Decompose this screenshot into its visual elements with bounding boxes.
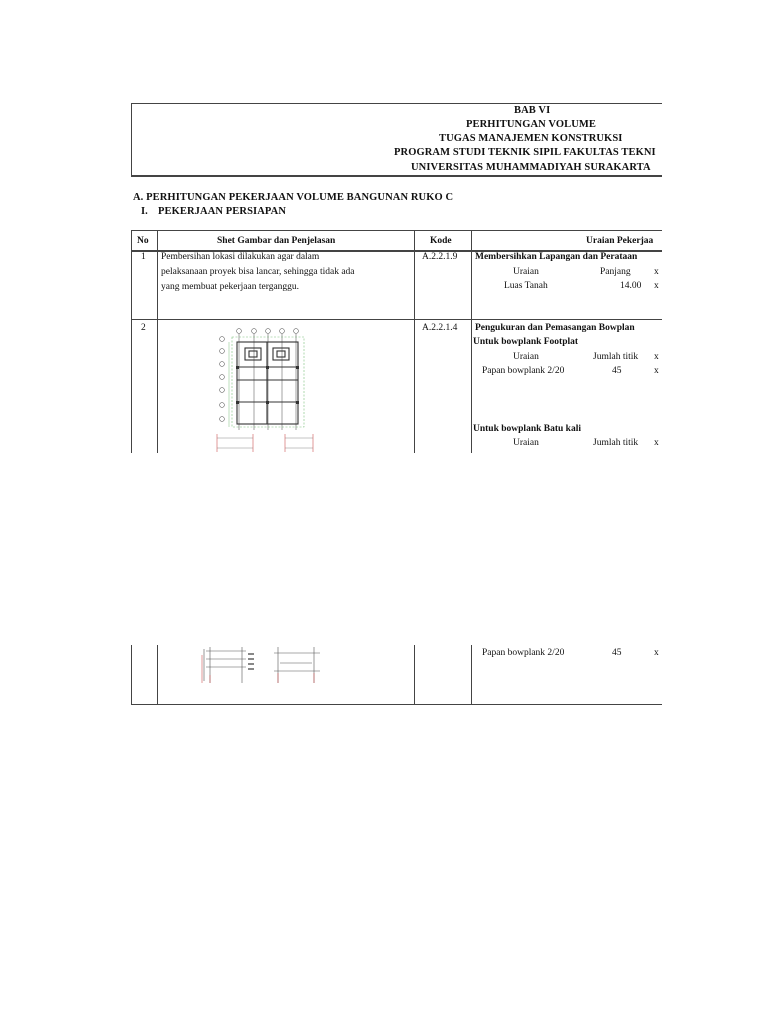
row1-header-uraian: Uraian <box>513 267 539 277</box>
header-bottom-border <box>131 175 662 177</box>
header-line-1: BAB VI <box>514 105 551 116</box>
floor-plan-drawing <box>205 322 317 453</box>
cont-item: Papan bowplank 2/20 <box>482 648 565 658</box>
cont-times: x <box>654 648 659 658</box>
header-line-5: UNIVERSITAS MUHAMMADIYAH SURAKARTA <box>411 162 651 173</box>
row2-item-value: 45 <box>612 366 622 376</box>
section-title: A. PERHITUNGAN PEKERJAAN VOLUME BANGUNAN RUKO C <box>133 192 454 203</box>
cont-table-bottom <box>131 704 662 705</box>
top-border <box>131 103 662 104</box>
header-line-3: TUGAS MANAJEMEN KONSTRUKSI <box>439 133 623 144</box>
cont-col-border-sheet <box>414 645 415 704</box>
row2-header-jumlah: Jumlah titik <box>593 352 639 362</box>
row1-desc-line1: Pembersihan lokasi dilakukan agar dalam <box>161 252 320 262</box>
col-border-sheet <box>414 230 415 453</box>
row1-item-value: 14.00 <box>620 281 642 291</box>
row1-number: 1 <box>141 252 146 262</box>
subsection-title: PEKERJAAN PERSIAPAN <box>158 206 287 217</box>
header-line-4: PROGRAM STUDI TEKNIK SIPIL FAKULTAS TEKNI <box>394 147 656 158</box>
row2-header-uraian: Uraian <box>513 352 539 362</box>
row2-code: A.2.2.1.4 <box>422 323 458 333</box>
row1-desc-line2: pelaksanaan proyek bisa lancar, sehingga tidak ada <box>161 267 355 277</box>
col-header-code: Kode <box>430 236 452 246</box>
cont-col-border-code <box>471 645 472 704</box>
col-header-no: No <box>137 236 149 246</box>
row1-code: A.2.2.1.9 <box>422 252 458 262</box>
table-top-border <box>131 230 662 231</box>
col-header-uraian: Uraian Pekerjaa <box>586 236 654 246</box>
row2-work-title: Pengukuran dan Pemasangan Bowplan <box>475 323 635 333</box>
row2-times-1: x <box>654 352 659 362</box>
row2-times-2: x <box>654 366 659 376</box>
row1-header-panjang: Panjang <box>600 267 631 277</box>
row2-subheading-batu-kali: Untuk bowplank Batu kali <box>473 424 581 434</box>
subsection-number: I. <box>141 206 148 217</box>
row1-bottom <box>131 319 662 320</box>
header-line-2: PERHITUNGAN VOLUME <box>466 119 597 130</box>
row1-desc-line3: yang membuat pekerjaan terganggu. <box>161 282 300 292</box>
col-header-sheet: Shet Gambar dan Penjelasan <box>217 236 336 246</box>
section-drawing-left <box>200 645 262 685</box>
cont-col-border-no <box>157 645 158 704</box>
left-border-header <box>131 103 132 175</box>
row1-times-2: x <box>654 281 659 291</box>
row2-times-3: x <box>654 438 659 448</box>
row2-number: 2 <box>141 323 146 333</box>
row1-work-title: Membersihkan Lapangan dan Perataan <box>475 252 638 262</box>
section-drawing-right <box>270 645 326 685</box>
col-border-no <box>157 230 158 453</box>
row2-header-uraian-2: Uraian <box>513 438 539 448</box>
row2-header-jumlah-2: Jumlah titik <box>593 438 639 448</box>
row1-item: Luas Tanah <box>504 281 548 291</box>
row2-subheading-footplat: Untuk bowplank Footplat <box>473 337 579 347</box>
col-border-left <box>131 230 132 453</box>
row2-item: Papan bowplank 2/20 <box>482 366 565 376</box>
cont-col-border-left <box>131 645 132 704</box>
row1-times-1: x <box>654 267 659 277</box>
cont-item-value: 45 <box>612 648 622 658</box>
col-border-code <box>471 230 472 453</box>
